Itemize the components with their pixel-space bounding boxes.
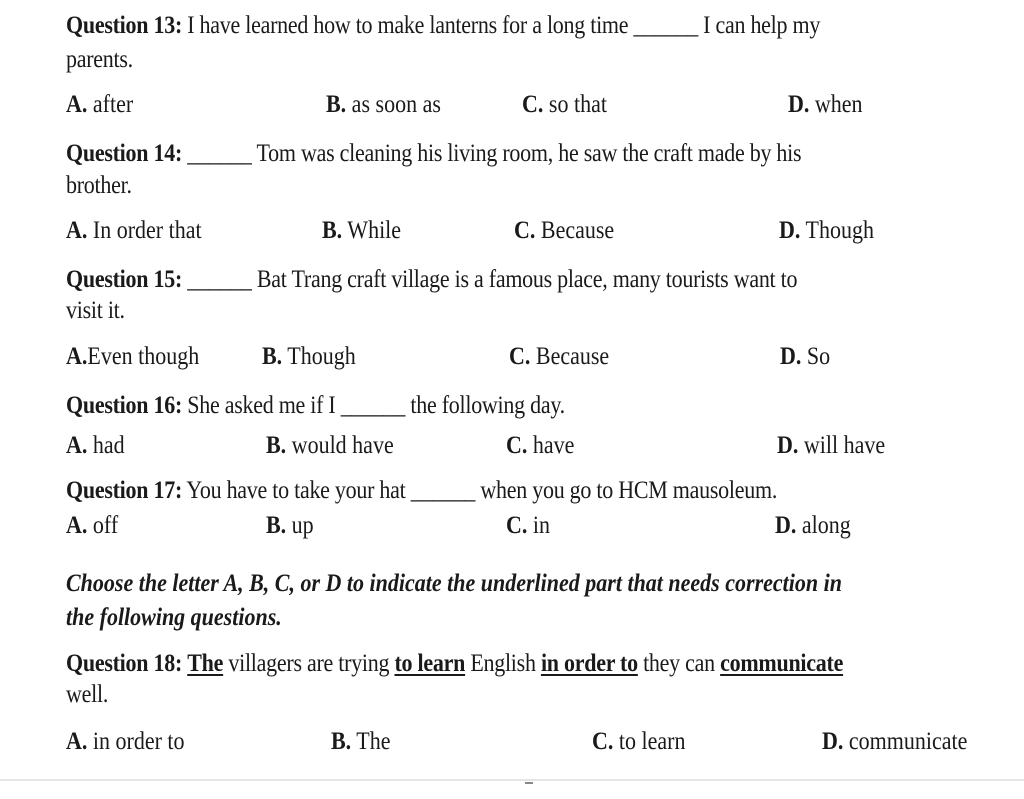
q14-option-c: C. Because [514,217,615,244]
q16-option-d: D. will have [777,432,886,459]
q18-option-d: D. communicate [822,728,968,755]
q13-option-a: A. after [66,91,134,118]
question-18-line2: well. [66,681,109,708]
q13-option-c: C. so that [522,91,607,118]
question-15-line2: visit it. [66,297,125,324]
q17-option-c: C. in [506,512,551,539]
question-text: I have learned how to make lanterns for a long time ______ I can help my [187,12,821,39]
question-label: Question 16: [66,392,183,419]
q18-option-b: B. The [331,728,391,755]
question-text: English [465,650,541,677]
question-18-line1 [66,648,843,680]
q18-option-a: A. in order to [66,728,185,755]
question-text: ______ Bat Trang craft village is a famous place, many tourists want to [187,266,798,293]
question-label: Question 15: [66,266,183,293]
question-14-line1 [66,138,801,170]
instruction-line2: the following questions. [66,604,282,631]
question-17-line1 [66,475,777,507]
q15-option-a: A.Even though [66,343,200,370]
question-text: villagers are trying [223,650,395,677]
q16-option-c: C. have [506,432,575,459]
q16-option-b: B. would have [266,432,394,459]
underlined-part-the: The [187,650,224,677]
question-15-line1 [66,264,797,296]
q17-option-b: B. up [266,512,314,539]
question-13-line1 [66,10,820,42]
question-label: Question 13: [66,12,183,39]
q17-option-a: A. off [66,512,119,539]
q14-option-d: D. Though [779,217,874,244]
q15-option-b: B. Though [262,343,356,370]
underlined-part-in-order-to: in order to [540,650,638,677]
instruction-line1: Choose the letter A, B, C, or D to indicate the underlined part that needs correction in [66,570,842,597]
q15-option-d: D. So [780,343,831,370]
q14-option-a: A. In order that [66,217,202,244]
underlined-part-to-learn: to learn [394,650,466,677]
question-text: She asked me if I ______ the following day. [187,392,565,419]
q13-option-b: B. as soon as [326,91,441,118]
question-13-line2: parents. [66,46,133,73]
underlined-part-communicate: communicate [720,650,844,677]
question-text: ______ Tom was cleaning his living room, he saw the craft made by his [187,140,802,167]
page-divider [0,779,1024,781]
q15-option-c: C. Because [509,343,610,370]
q17-option-d: D. along [775,512,851,539]
question-label: Question 17: [66,477,183,504]
question-label: Question 18: [66,650,183,677]
question-label: Question 14: [66,140,183,167]
question-text: they can [637,650,721,677]
q16-option-a: A. had [66,432,125,459]
scroll-marker [525,782,533,784]
question-14-line2: brother. [66,172,132,199]
q13-option-d: D. when [788,91,863,118]
q14-option-b: B. While [322,217,402,244]
question-16-line1 [66,390,565,422]
question-text: You have to take your hat ______ when you go to HCM mausoleum. [186,477,778,504]
q18-option-c: C. to learn [592,728,686,755]
